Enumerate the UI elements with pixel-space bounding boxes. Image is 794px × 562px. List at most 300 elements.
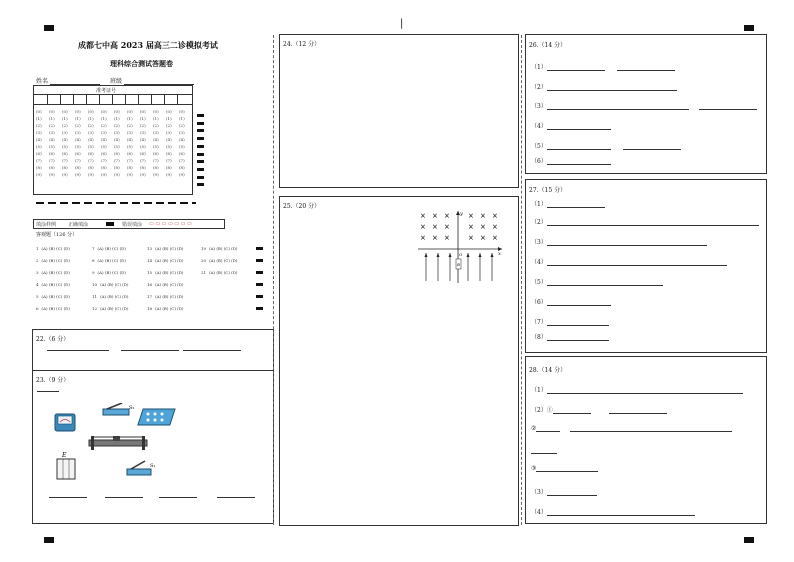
wrong-fill-label: 错误填涂 (122, 222, 143, 228)
question-number: 6 (36, 306, 39, 311)
q27-item-6[interactable]: （6） (531, 297, 611, 306)
field-crosses (420, 212, 498, 242)
exam-id-digit-bubble[interactable]: (0) (166, 109, 172, 114)
objective-question-row[interactable] (92, 258, 126, 263)
timing-mark (197, 183, 204, 186)
exam-id-digit-bubble[interactable]: (1) (140, 116, 146, 121)
exam-id-digit-bubble[interactable]: (7) (36, 158, 42, 163)
field-cross: × (444, 212, 450, 220)
q26-item-4[interactable]: （4） (531, 121, 611, 130)
registration-mark (744, 537, 754, 543)
q23-answer-4[interactable] (217, 497, 255, 498)
exam-id-digit-bubble[interactable]: (3) (88, 130, 94, 135)
q23-answer-0[interactable] (37, 391, 59, 392)
answer-options[interactable]: (A) (B) (C) (D) (155, 306, 184, 311)
exam-id-digit-bubble[interactable]: (4) (101, 137, 107, 142)
q27-item-8[interactable]: （8） (531, 332, 609, 341)
exam-id-digit-bubble[interactable]: (8) (153, 165, 159, 170)
answer-options[interactable]: (A) (B) (C) (D) (97, 270, 126, 275)
exam-id-digit-bubble[interactable]: (9) (179, 172, 185, 177)
exam-id-digit-bubble[interactable]: (9) (114, 172, 120, 177)
question-number: 14 (147, 258, 153, 263)
exam-id-digit-bubble[interactable]: (4) (114, 137, 120, 142)
exam-id-digit-bubble[interactable]: (7) (153, 158, 159, 163)
q27-item-1[interactable]: （1） (531, 199, 605, 208)
exam-id-digit-bubble[interactable]: (6) (179, 151, 185, 156)
correct-fill-mark (106, 222, 114, 226)
exam-id-digit-bubble[interactable]: (0) (127, 109, 133, 114)
q28-item-4[interactable]: （4） (531, 507, 695, 516)
field-cross: × (432, 223, 438, 231)
timing-mark (256, 295, 263, 298)
q23-answer-2[interactable] (105, 497, 143, 498)
exam-id-digit-bubble[interactable]: (0) (153, 109, 159, 114)
objective-question-row[interactable] (36, 270, 70, 275)
q28-item-2b-cont[interactable] (531, 453, 557, 454)
exam-id-digit-bubble[interactable]: (5) (153, 144, 159, 149)
exam-id-digit-bubble[interactable]: (4) (140, 137, 146, 142)
exam-id-digit-bubble[interactable]: (5) (179, 144, 185, 149)
resistor-box-icon (138, 409, 175, 425)
top-center-tick: | (400, 18, 404, 29)
question-number: 5 (36, 294, 39, 299)
exam-id-digit-bubble[interactable]: (5) (49, 144, 55, 149)
exam-id-digit-bubble[interactable]: (2) (127, 123, 133, 128)
q22-label: 22.（6 分） (36, 336, 70, 343)
exam-id-digit-bubble[interactable]: (2) (88, 123, 94, 128)
q26-box (525, 34, 767, 174)
wrong-fill-marks: ▭ ▭ ▭ ▭ ▭ ▭ ▭ (149, 221, 192, 227)
field-cross: × (432, 234, 438, 242)
exam-id-column[interactable] (36, 108, 42, 178)
exam-id-digit-bubble[interactable]: (3) (49, 130, 55, 135)
exam-id-digit-bubble[interactable]: (0) (114, 109, 120, 114)
field-cross: × (480, 223, 486, 231)
timing-mark (197, 176, 204, 179)
exam-id-digit-bubble[interactable]: (0) (88, 109, 94, 114)
exam-id-digit-bubble[interactable]: (6) (153, 151, 159, 156)
exam-id-column[interactable] (88, 108, 94, 178)
exam-id-digit-bubble[interactable]: (4) (166, 137, 172, 142)
exam-id-digit-bubble[interactable]: (8) (101, 165, 107, 170)
answer-options[interactable]: (A) (B) (C) (D) (41, 270, 70, 275)
objective-question-row[interactable] (147, 294, 184, 299)
exam-id-digit-bubble[interactable]: (2) (49, 123, 55, 128)
exam-id-digit-bubble[interactable]: (7) (62, 158, 68, 163)
switch-s2-label: S₂ (129, 405, 135, 411)
exam-id-digit-bubble[interactable]: (9) (101, 172, 107, 177)
exam-id-digit-bubble[interactable]: (0) (101, 109, 107, 114)
objective-question-row[interactable] (147, 306, 184, 311)
exam-id-column[interactable] (153, 108, 159, 178)
objective-title: 客观题（126 分） (36, 232, 78, 238)
registration-mark (44, 537, 54, 543)
objective-question-row[interactable] (147, 246, 184, 251)
exam-id-digit-bubble[interactable]: (4) (127, 137, 133, 142)
exam-id-digit-bubble[interactable]: (9) (166, 172, 172, 177)
exam-id-digit-bubble[interactable]: (2) (36, 123, 42, 128)
magnetic-field-diagram (412, 209, 504, 285)
field-cross: × (492, 234, 498, 242)
switch-s1-label: S₁ (150, 463, 156, 469)
y-axis-label: y (460, 211, 463, 217)
answer-options[interactable]: (A) (B) (C) (D) (41, 294, 70, 299)
exam-id-digit-bubble[interactable]: (9) (36, 172, 42, 177)
question-number: 10 (92, 282, 98, 287)
answer-options[interactable]: (A) (B) (C) (D) (209, 246, 238, 251)
answer-options[interactable]: (A) (B) (C) (D) (155, 258, 184, 263)
exam-id-digit-bubble[interactable]: (5) (140, 144, 146, 149)
class-label: 班级 (110, 78, 123, 85)
origin-label: O (459, 252, 463, 257)
field-cross: × (480, 234, 486, 242)
exam-id-digit-bubble[interactable]: (2) (153, 123, 159, 128)
answer-options[interactable]: (A) (B) (C) (D) (41, 306, 70, 311)
field-b-label: B (457, 262, 460, 267)
exam-id-digit-bubble[interactable]: (0) (62, 109, 68, 114)
objective-question-row[interactable] (201, 246, 238, 251)
objective-question-row[interactable] (92, 306, 129, 311)
q22-answer-2[interactable] (121, 350, 179, 351)
objective-question-row[interactable] (92, 282, 129, 287)
q28-item-2c[interactable]: ③ (531, 465, 598, 472)
q27-item-7[interactable]: （7） (531, 317, 609, 326)
exam-id-digit-bubble[interactable]: (4) (153, 137, 159, 142)
exam-id-grid (33, 85, 193, 195)
q22-answer-3[interactable] (183, 350, 241, 351)
objective-question-row[interactable] (92, 270, 126, 275)
exam-id-digit-bubble[interactable]: (2) (75, 123, 81, 128)
exam-id-digit-bubble[interactable]: (4) (49, 137, 55, 142)
question-number: 17 (147, 294, 153, 299)
exam-id-digit-bubble[interactable]: (1) (49, 116, 55, 121)
exam-id-label: 准考证号 (96, 88, 117, 94)
exam-id-digit-bubble[interactable]: (6) (62, 151, 68, 156)
exam-id-digit-bubble[interactable]: (7) (101, 158, 107, 163)
switch-s2-icon (103, 403, 129, 415)
question-number: 7 (92, 246, 95, 251)
exam-id-digit-bubble[interactable]: (3) (75, 130, 81, 135)
question-number: 15 (147, 270, 153, 275)
meter-icon (55, 414, 75, 431)
q28-item-2b[interactable]: ② (531, 425, 732, 432)
exam-id-column[interactable] (75, 108, 81, 178)
exam-id-digit-bubble[interactable]: (6) (88, 151, 94, 156)
exam-id-digit-bubble[interactable]: (5) (62, 144, 68, 149)
field-cross: × (420, 212, 426, 220)
exam-id-column[interactable] (179, 108, 185, 178)
correct-fill-label: 正确填涂 (68, 222, 89, 228)
field-cross: × (492, 223, 498, 231)
answer-options[interactable]: (A) (B) (C) (D) (155, 294, 184, 299)
timing-mark (197, 168, 204, 171)
exam-id-digit-bubble[interactable]: (2) (114, 123, 120, 128)
objective-question-row[interactable] (36, 258, 70, 263)
exam-id-digit-bubble[interactable]: (7) (127, 158, 133, 163)
exam-id-digit-bubble[interactable]: (6) (140, 151, 146, 156)
q22-answer-1[interactable] (47, 350, 109, 351)
exam-id-column[interactable] (166, 108, 172, 178)
exam-id-digit-bubble[interactable]: (3) (153, 130, 159, 135)
field-cross: × (420, 234, 426, 242)
field-cross: × (480, 212, 486, 220)
exam-id-digit-bubble[interactable]: (1) (153, 116, 159, 121)
exam-id-digit-bubble[interactable]: (1) (166, 116, 172, 121)
q23-answer-1[interactable] (49, 497, 87, 498)
q23-answer-3[interactable] (159, 497, 197, 498)
exam-id-digit-bubble[interactable]: (5) (101, 144, 107, 149)
exam-id-digit-bubble[interactable]: (1) (114, 116, 120, 121)
exam-id-digit-bubble[interactable]: (9) (75, 172, 81, 177)
timing-mark (256, 283, 263, 286)
x-axis-label: x (498, 251, 501, 257)
q27-item-4[interactable]: （4） (531, 257, 727, 266)
objective-question-row[interactable] (92, 294, 129, 299)
school-title: 成都七中高 2023 届高三二诊模拟考试 (78, 40, 218, 50)
registration-mark (44, 25, 54, 31)
battery-icon (57, 459, 75, 479)
q27-item-3[interactable]: （3） (531, 237, 707, 246)
answer-options[interactable]: (A) (B) (C) (D) (155, 282, 184, 287)
objective-question-row[interactable] (201, 258, 238, 263)
question-number: 3 (36, 270, 39, 275)
q28-item-1[interactable]: （1） (531, 385, 743, 394)
answer-options[interactable]: (A) (B) (C) (D) (41, 282, 70, 287)
timing-mark (256, 259, 263, 262)
objective-question-row[interactable] (36, 306, 70, 311)
exam-id-digit-bubble[interactable]: (4) (179, 137, 185, 142)
timing-mark (197, 145, 204, 148)
exam-id-digit-bubble[interactable]: (2) (166, 123, 172, 128)
switch-s1-icon (127, 461, 151, 475)
q28-item-2[interactable]: （2）① (531, 405, 667, 414)
timing-mark (197, 160, 204, 163)
exam-id-digit-bubble[interactable]: (3) (114, 130, 120, 135)
objective-question-row[interactable] (147, 270, 184, 275)
answer-options[interactable]: (A) (B) (C) (D) (97, 246, 126, 251)
exam-id-digit-bubble[interactable]: (5) (75, 144, 81, 149)
exam-id-digit-bubble[interactable]: (9) (62, 172, 68, 177)
exam-id-column[interactable] (101, 108, 107, 178)
sheet-title: 理科综合测试答题卷 (110, 59, 173, 68)
question-number: 13 (147, 246, 153, 251)
exam-id-digit-bubble[interactable]: (1) (75, 116, 81, 121)
exam-id-digit-bubble[interactable]: (1) (101, 116, 107, 121)
exam-id-column[interactable] (49, 108, 55, 178)
exam-id-digit-bubble[interactable]: (1) (36, 116, 42, 121)
battery-e-label: E (62, 452, 67, 459)
exam-id-digit-bubble[interactable]: (3) (179, 130, 185, 135)
q25-box[interactable] (279, 196, 519, 526)
exam-id-digit-bubble[interactable]: (6) (75, 151, 81, 156)
exam-id-column[interactable] (127, 108, 133, 178)
timing-mark (197, 129, 204, 132)
exam-id-digit-bubble[interactable]: (0) (75, 109, 81, 114)
name-label: 姓名 (36, 78, 49, 85)
exam-id-digit-bubble[interactable]: (8) (88, 165, 94, 170)
exam-id-digit-bubble[interactable]: (7) (179, 158, 185, 163)
objective-question-row[interactable] (201, 270, 238, 275)
field-cross: × (468, 223, 474, 231)
answer-options[interactable]: (A) (B) (C) (D) (41, 246, 70, 251)
question-number: 12 (92, 306, 98, 311)
exam-id-digit-bubble[interactable]: (6) (49, 151, 55, 156)
q26-item-6[interactable]: （6） (531, 156, 611, 165)
exam-id-digit-bubble[interactable]: (1) (179, 116, 185, 121)
exam-id-digit-bubble[interactable]: (6) (36, 151, 42, 156)
exam-id-digit-bubble[interactable]: (0) (140, 109, 146, 114)
question-number: 20 (201, 258, 207, 263)
exam-id-digit-bubble[interactable]: (2) (179, 123, 185, 128)
exam-id-digit-bubble[interactable]: (7) (166, 158, 172, 163)
exam-id-digit-bubble[interactable]: (4) (36, 137, 42, 142)
q27-item-5[interactable]: （5） (531, 277, 663, 286)
answer-options[interactable]: (A) (B) (C) (D) (209, 258, 238, 263)
exam-id-digit-bubble[interactable]: (8) (49, 165, 55, 170)
answer-options[interactable]: (A) (B) (C) (D) (155, 270, 184, 275)
exam-id-digit-bubble[interactable]: (8) (36, 165, 42, 170)
exam-id-digit-bubble[interactable]: (1) (62, 116, 68, 121)
exam-id-digit-bubble[interactable]: (6) (127, 151, 133, 156)
q22-box (32, 329, 274, 371)
exam-id-digit-bubble[interactable]: (8) (166, 165, 172, 170)
field-cross: × (444, 223, 450, 231)
exam-id-digit-bubble[interactable]: (9) (127, 172, 133, 177)
objective-question-row[interactable] (36, 246, 70, 251)
name-field[interactable] (36, 76, 100, 85)
q23-box (32, 370, 274, 524)
timing-mark (197, 122, 204, 125)
exam-id-digit-bubble[interactable]: (7) (140, 158, 146, 163)
objective-question-row[interactable] (36, 282, 70, 287)
exam-id-digit-bubble[interactable]: (7) (75, 158, 81, 163)
exam-id-digit-bubble[interactable]: (7) (114, 158, 120, 163)
question-number: 2 (36, 258, 39, 263)
q26-item-3[interactable]: （3） (531, 101, 757, 110)
q23-label: 23.（9 分） (36, 377, 70, 384)
class-field[interactable] (110, 76, 194, 85)
exam-id-digit-bubble[interactable]: (3) (140, 130, 146, 135)
exam-id-digit-bubble[interactable]: (4) (62, 137, 68, 142)
question-number: 11 (92, 294, 98, 299)
timing-mark (256, 271, 263, 274)
exam-id-digit-bubble[interactable]: (8) (114, 165, 120, 170)
exam-id-digit-bubble[interactable]: (7) (88, 158, 94, 163)
answer-options[interactable]: (A) (B) (C) (D) (100, 306, 129, 311)
exam-id-digit-bubble[interactable]: (1) (127, 116, 133, 121)
question-number: 19 (201, 246, 207, 251)
exam-id-digit-bubble[interactable]: (3) (166, 130, 172, 135)
objective-question-row[interactable] (92, 246, 126, 251)
exam-id-digit-bubble[interactable]: (8) (127, 165, 133, 170)
field-cross: × (492, 212, 498, 220)
exam-id-digit-bubble[interactable]: (8) (62, 165, 68, 170)
exam-id-digit-bubble[interactable]: (3) (62, 130, 68, 135)
q24-box[interactable] (279, 34, 519, 188)
exam-id-digit-bubble[interactable]: (3) (101, 130, 107, 135)
answer-options[interactable]: (A) (B) (C) (D) (100, 294, 129, 299)
q26-item-2[interactable]: （2） (531, 82, 677, 91)
exam-id-digit-bubble[interactable]: (7) (49, 158, 55, 163)
question-number: 18 (147, 306, 153, 311)
exam-id-digit-bubble[interactable]: (5) (88, 144, 94, 149)
question-number: 9 (92, 270, 95, 275)
exam-id-column[interactable] (62, 108, 68, 178)
objective-question-row[interactable] (147, 282, 184, 287)
exam-id-digit-bubble[interactable]: (4) (75, 137, 81, 142)
q28-label: 28.（14 分） (529, 367, 567, 374)
answer-options[interactable]: (A) (B) (C) (D) (209, 270, 238, 275)
exam-id-column[interactable] (114, 108, 120, 178)
exam-id-digit-bubble[interactable]: (9) (88, 172, 94, 177)
q28-box (525, 356, 767, 524)
exam-id-digit-bubble[interactable]: (5) (127, 144, 133, 149)
exam-id-digit-bubble[interactable]: (5) (166, 144, 172, 149)
exam-id-digit-bubble[interactable]: (8) (179, 165, 185, 170)
answer-options[interactable]: (A) (B) (C) (D) (155, 246, 184, 251)
objective-question-row[interactable] (147, 258, 184, 263)
exam-id-digit-bubble[interactable]: (0) (49, 109, 55, 114)
exam-id-digit-bubble[interactable]: (3) (36, 130, 42, 135)
q28-item-3[interactable]: （3） (531, 487, 597, 496)
field-cross: × (444, 234, 450, 242)
exam-id-digit-bubble[interactable]: (5) (114, 144, 120, 149)
q26-item-1[interactable]: （1） (531, 62, 675, 71)
exam-id-digit-bubble[interactable]: (6) (166, 151, 172, 156)
rheostat-icon (89, 436, 147, 450)
q27-box (525, 179, 767, 353)
exam-id-digit-bubble[interactable]: (4) (88, 137, 94, 142)
q26-label: 26.（14 分） (529, 42, 567, 49)
exam-id-digit-bubble[interactable]: (8) (140, 165, 146, 170)
exam-id-digit-bubble[interactable]: (0) (179, 109, 185, 114)
question-number: 1 (36, 246, 39, 251)
q27-item-2[interactable]: （2） (531, 217, 759, 226)
exam-id-digit-bubble[interactable]: (9) (140, 172, 146, 177)
fill-example (33, 219, 225, 229)
q25-label: 25.（20 分） (283, 203, 321, 210)
exam-id-digit-bubble[interactable]: (6) (101, 151, 107, 156)
field-cross: × (432, 212, 438, 220)
exam-id-digit-bubble[interactable]: (2) (101, 123, 107, 128)
answer-options[interactable]: (A) (B) (C) (D) (41, 258, 70, 263)
exam-id-digit-bubble[interactable]: (0) (36, 109, 42, 114)
answer-options[interactable]: (A) (B) (C) (D) (100, 282, 129, 287)
exam-id-digit-bubble[interactable]: (2) (62, 123, 68, 128)
answer-options[interactable]: (A) (B) (C) (D) (97, 258, 126, 263)
circuit-equipment-illustration (45, 403, 195, 485)
exam-id-digit-bubble[interactable]: (5) (36, 144, 42, 149)
exam-id-digit-bubble[interactable]: (9) (49, 172, 55, 177)
exam-id-digit-bubble[interactable]: (2) (140, 123, 146, 128)
objective-question-row[interactable] (36, 294, 70, 299)
exam-id-digit-bubble[interactable]: (9) (153, 172, 159, 177)
exam-id-digit-bubble[interactable]: (6) (114, 151, 120, 156)
registration-mark (744, 25, 754, 31)
timing-mark (197, 114, 204, 117)
question-number: 8 (92, 258, 95, 263)
exam-id-digit-bubble[interactable]: (3) (127, 130, 133, 135)
exam-id-digit-bubble[interactable]: (1) (88, 116, 94, 121)
fill-example-label: 填涂样例 (36, 222, 57, 228)
q26-item-5[interactable]: （5） (531, 141, 681, 150)
question-number: 4 (36, 282, 39, 287)
exam-id-digit-bubble[interactable]: (8) (75, 165, 81, 170)
q27-label: 27.（15 分） (529, 187, 567, 194)
question-number: 16 (147, 282, 153, 287)
timing-mark (256, 307, 263, 310)
exam-id-column[interactable] (140, 108, 146, 178)
